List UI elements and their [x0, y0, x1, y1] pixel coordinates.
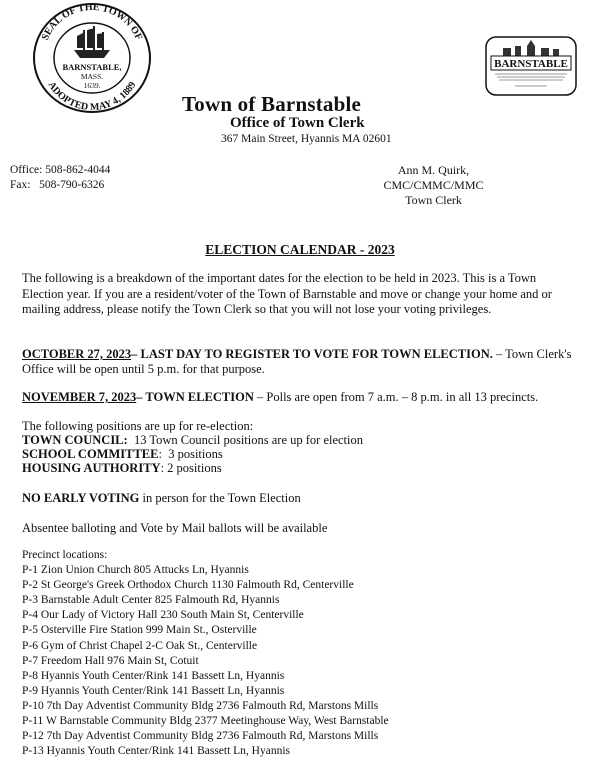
office-contact — [10, 163, 110, 193]
registration-deadline — [22, 347, 578, 377]
list-item: P-5 Osterville Fire Station 999 Main St., Osterville — [22, 624, 257, 637]
list-item: P-7 Freedom Hall 976 Main St, Cotuit — [22, 654, 199, 667]
position-item: TOWN COUNCIL: 13 Town Council positions are up for election — [22, 433, 364, 447]
list-item: P-8 Hyannis Youth Center/Rink 141 Bassett Ln, Hyannis — [22, 669, 285, 682]
intro-paragraph: The following is a breakdown of the important dates for the election to be held in 2023. This is a Town Election year. If you are a resident/voter of the Town of Barnstable and move or change your home and or mailing address, please notify the Town Clerk so that you will not lose your voting privileges. — [22, 271, 552, 316]
ship-icon — [74, 26, 110, 58]
seal-center-year: 1639. — [83, 81, 101, 90]
office-address: 367 Main Street, Hyannis MA 02601 — [221, 133, 392, 145]
page-title: Town of Barnstable — [182, 92, 362, 116]
deadline-date: OCTOBER 27, 2023 — [22, 347, 132, 361]
deadline-heading: – LAST DAY TO REGISTER TO VOTE FOR TOWN ELECTION. — [131, 347, 493, 361]
no-early-voting — [22, 491, 301, 506]
list-item: P-4 Our Lady of Victory Hall 230 South Main St, Centerville — [22, 609, 304, 622]
seal-center-name: BARNSTABLE, — [62, 62, 122, 72]
positions-intro: The following positions are up for re-election: — [22, 419, 254, 433]
clerk-name: Ann M. Quirk, CMC/CMMC/MMC — [383, 163, 484, 192]
office-phone: Office: 508-862-4044 — [10, 164, 111, 176]
no-early-bold: NO EARLY VOTING — [22, 491, 140, 505]
precinct-heading: Precinct locations: — [22, 549, 108, 561]
barnstable-logo — [485, 36, 577, 96]
list-item: P-12 7th Day Adventist Community Bldg 2736 Falmouth Rd, Marstons Mills — [22, 730, 379, 743]
clerk-title: Town Clerk — [405, 193, 462, 207]
fax-number: Fax: 508-790-6326 — [10, 179, 105, 191]
town-election — [22, 390, 578, 405]
list-item: P-6 Gym of Christ Chapel 2-C Oak St., Centerville — [22, 639, 258, 652]
clerk-info — [351, 163, 516, 208]
seal-center-state: MASS. — [80, 72, 104, 81]
list-item: P-2 St George's Greek Orthodox Church 1130 Falmouth Rd, Centerville — [22, 579, 354, 592]
position-item: SCHOOL COMMITTEE: 3 positions — [22, 447, 223, 461]
positions-block — [22, 419, 363, 475]
deadline-text: – Town Clerk's Office will be open until 5 p.m. for that purpose. — [22, 347, 572, 376]
no-early-text: in person for the Town Election — [139, 491, 301, 505]
seal-ring-top: SEAL OF THE TOWN OF — [39, 2, 145, 42]
list-item: P-3 Barnstable Adult Center 825 Falmouth Rd, Hyannis — [22, 594, 280, 607]
list-item: P-9 Hyannis Youth Center/Rink 141 Bassett Ln, Hyannis — [22, 684, 285, 697]
logo-name: BARNSTABLE — [494, 58, 568, 70]
election-date: NOVEMBER 7, 2023 — [22, 390, 137, 404]
list-item: P-1 Zion Union Church 805 Attucks Ln, Hyannis — [22, 564, 249, 577]
list-item: P-10 7th Day Adventist Community Bldg 2736 Falmouth Rd, Marstons Mills — [22, 699, 379, 712]
list-item: P-13 Hyannis Youth Center/Rink 141 Bassett Ln, Hyannis — [22, 745, 291, 758]
election-text: – Polls are open from 7 a.m. – 8 p.m. in all 13 precincts. — [253, 390, 539, 404]
office-subtitle: Office of Town Clerk — [230, 115, 365, 131]
absentee-note: Absentee balloting and Vote by Mail ballots will be available — [22, 521, 328, 535]
seal-ring-bottom: ADOPTED MAY 4, 1889 — [45, 79, 139, 114]
town-seal-logo — [30, 2, 154, 114]
precinct-list — [22, 548, 389, 759]
skyline-icon — [503, 40, 559, 56]
position-item: HOUSING AUTHORITY: 2 positions — [22, 461, 222, 475]
election-heading: – TOWN ELECTION — [136, 390, 254, 404]
calendar-title: ELECTION CALENDAR - 2023 — [205, 242, 395, 257]
list-item: P-11 W Barnstable Community Bldg 2377 Meetinghouse Way, West Barnstable — [22, 715, 389, 728]
